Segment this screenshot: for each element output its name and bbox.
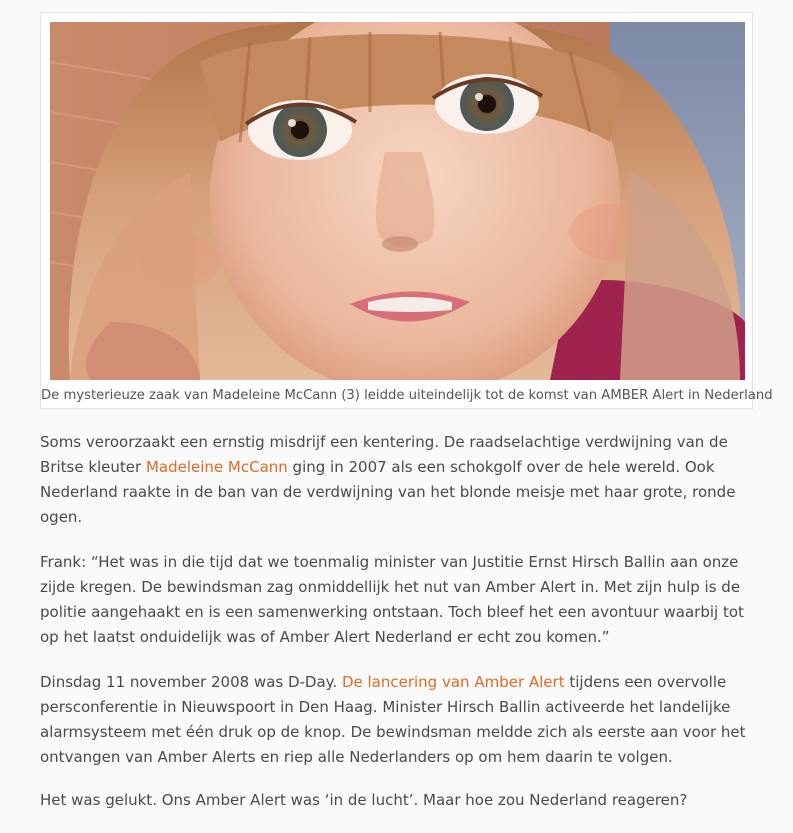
article-body <box>40 430 760 833</box>
paragraph-2: Frank: “Het was in die tijd dat we toenmalig minister van Justitie Ernst Hirsch Ballin aan onze zijde kregen. De bewindsman zag onmiddellijk het nut van Amber Alert in. Met zijn hulp is de politie aangehaakt en is een samenwerking ontstaan. Toch bleef het een avontuur waarbij tot op het laatst onduidelijk was of Amber Alert Nederland er echt zou komen.” <box>40 553 744 646</box>
paragraph-1 <box>40 430 760 530</box>
girl-portrait-image[interactable] <box>50 22 745 380</box>
figure-caption: De mysterieuze zaak van Madeleine McCann (3) leidde uiteindelijk tot de komst van AMBER Alert in Nederland <box>41 388 773 403</box>
paragraph-3-text-before: Dinsdag 11 november 2008 was D-Day. <box>40 673 342 691</box>
paragraph-4: Het was gelukt. Ons Amber Alert was ‘in de lucht’. Maar hoe zou Nederland reageren? <box>40 791 688 809</box>
article-figure <box>40 12 773 409</box>
paragraph-3 <box>40 670 760 770</box>
link-madeleine-mccann[interactable]: Madeleine McCann <box>145 458 288 476</box>
paragraph-1-text-before: Soms veroorzaakt een ernstig misdrijf een kentering. De raadselachtige verdwijning van de Britse kleuter <box>40 433 728 476</box>
paragraph-3-text-after: tijdens een overvolle persconferentie in Nieuwspoort in Den Haag. Minister Hirsch Ballin activeerde het landelijke alarmsysteem met één druk op de knop. De bewindsman meldde zich als eerste aan voor het ontvangen van Amber Alerts en riep alle Nederlanders op om hem daarin te volgen. <box>40 673 746 766</box>
portrait-illustration <box>50 22 745 380</box>
link-lancering-amber-alert[interactable]: De lancering van Amber Alert <box>341 673 565 691</box>
paragraph-1-text-after: ging in 2007 als een schokgolf over de hele wereld. Ook Nederland raakte in de ban van de verdwijning van het blonde meisje met haar grote, ronde ogen. <box>40 458 736 526</box>
